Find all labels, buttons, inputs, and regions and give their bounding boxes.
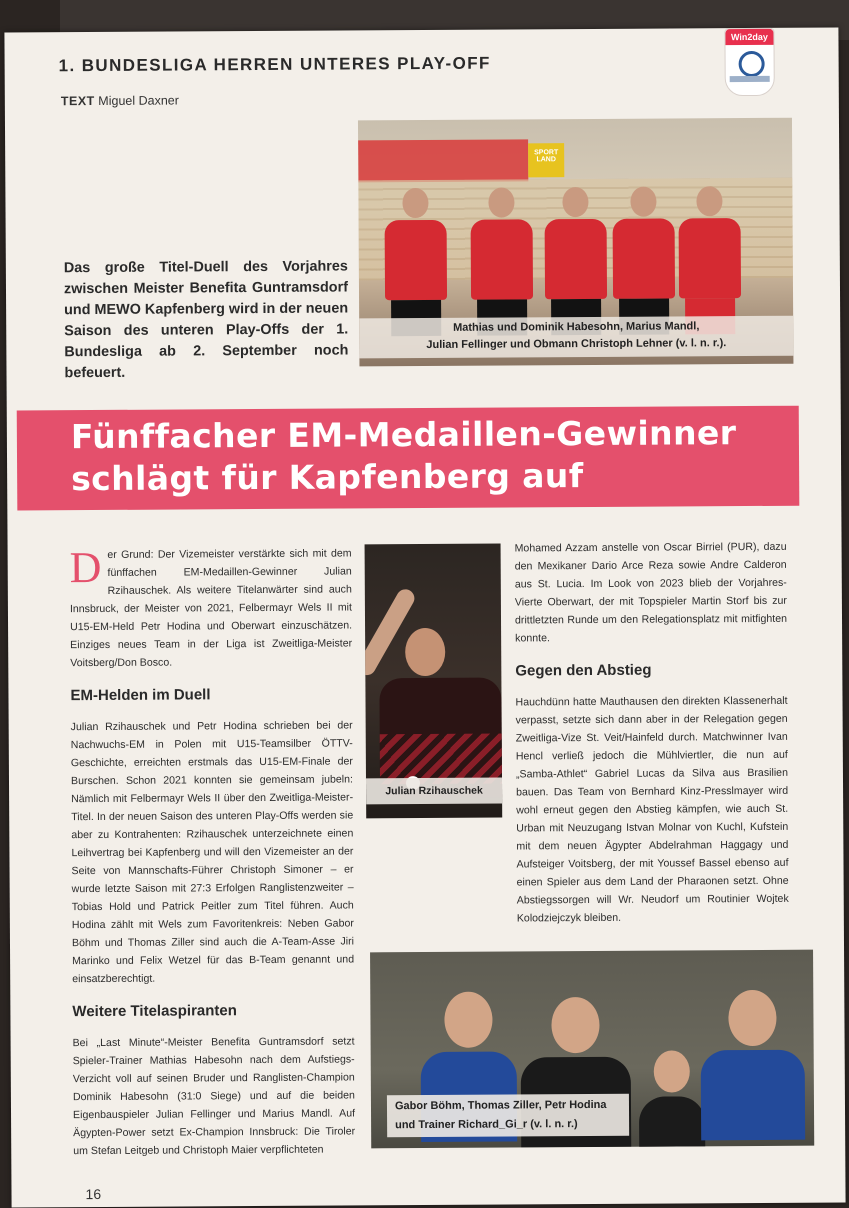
photo-head [405,628,445,676]
article-column-left [70,544,356,1160]
section-heading: 1. BUNDESLIGA HERREN UNTERES PLAY-OFF [58,53,491,76]
article-title [71,412,737,500]
caption-line: Gabor Böhm, Thomas Ziller, Petr Hodina [394,1098,607,1113]
photo-sign: SPORT LAND [528,143,564,177]
win2day-logo [724,28,774,96]
subheading: EM-Helden im Duell [70,686,211,705]
title-line-2: schlägt für Kapfenberg auf [71,456,584,499]
paragraph: Bei „Last Minute“-Meister Benefita Guntramsdorf setzt Spieler-Trainer Mathias Habesohn nach dem Aufstiegs-Verzicht voll auf seinen Bruder und Ranglisten-Champion Dominik Habesohn (31:0 Siege) und auf die beiden Eigenbauspieler Julian Fellinger und Marius Mandl. Auf Ägypten-Power setzt Ex-Champion Innsbruck: Die Tiroler um Stefan Leitgeb und Christoph Maier verpflichteten [72,1035,356,1158]
player-figure [384,188,447,336]
title-line-1: Fünffacher EM-Medaillen-Gewinner [70,413,737,457]
wels-team-photo [370,950,814,1149]
logo-subtext [730,76,770,82]
paragraph: Der Grund: Der Vizemeister verstärkte sich mit dem fünffachen EM-Medaillen-Gewinner Julian Rzihauschek. Als weitere Titelanwärter sind auch Innsbruck, der Meister von 2021, Felbermayr Wels II mit U15-EM-Held Petr Hodina und Oberwart einzuschätzen. Einziges neues Team in der Liga ist Zweitliga-Meister Voitsberg/Don Bosco. [69,542,353,670]
paragraph: Hauchdünn hatte Mauthausen den direkten Klassenerhalt verpasst, setzte sich dann aber in der Relegation gegen Zweitliga-Vize St. Veit/Hainfeld durch. Matchwinner Ivan Hencl verließ jedoch die Mühlviertler, die nun auf „Samba-Athlet“ Gabriel Lucas da Silva aus Brasilien bauen. Das Team von Bernhard Kinz-Presslmayer wird wohl erneut gegen den Abstieg kämpfen, wie auch St. Urban mit Neuzugang Istvan Molnar von Kuchl, Kufstein mit dem neuen Ägypter Abdelrahman Haggagy und Aufsteiger Voitsberg, der mit Youssef Bassel ebenso auf einen Spieler aus dem Land der Pharaonen setzt. Ohne Abstiegssorgen will Wr. Neudorf um Routinier Wojtek Kolodziejczyk bleiben. [515,694,789,925]
intro-text: Das große Titel-Duell des Vorjahres zwischen Meister Benefita Guntramsdorf und MEWO Kapfenberg wird in der neuen Saison des unteren Play-Offs der 1. Bundesliga ab 2. September noch befeuert. [63,258,349,382]
caption-line: Julian Fellinger und Obmann Christoph Lehner (v. l. n. r.). [426,337,727,351]
magazine-page [4,27,845,1207]
byline-author: Miguel Daxner [98,93,179,108]
player-figure [544,187,607,335]
paragraph: Mohamed Azzam anstelle von Oscar Birriel (PUR), dazu den Mexikaner Dario Arce Reza sowie Andre Calderon aus St. Lucia. Im Look von 2023 blieb der Vorjahres-Vierte Oberwart, der mit Topspieler Martin Storf bis zur drittletzten Runde um den Relegationsplatz mit mitfighten konnte. [514,540,788,645]
byline-label: TEXT [60,94,95,109]
article-column-right [515,538,789,928]
paragraph: Julian Rzihauschek und Petr Hodina schrieben bei der Nachwuchs-EM in Polen mit U15-Teamsilber ÖTTV-Geschichte, erreichten erstmals das U15-EM-Finale der Burschen. Schon 2021 konnten sie gemeinsam jubeln: Nämlich mit Felbermayr Wels II über den Zweitliga-Meister-Titel. In der neuen Saison des unteren Play-Offs werden sie aber zu Kontrahenten: Rzihauschek unterzeichnete einen Leihvertrag bei Kapfenberg und will den Vizemeister an der Seite von Mannschafts-Führer Christoph Simoner – er wurde letzte Saison mit 27:3 Erfolgen Ranglistenzweiter – Tobias Hold und Patrick Peitler zum Titel führen. Auch Hodina zählt mit Wels zum Favoritenkreis: Neben Gabor Böhm und Thomas Ziller sind auch die A-Team-Asse Jiri Marinko und Felix Wetzel für das B-Team genannt und einsatzberechtigt. [70,719,355,986]
caption-line: Mathias und Dominik Habesohn, Marius Mandl, [453,320,700,334]
player-figure [470,187,533,335]
drop-cap: D [69,542,102,593]
player-figure [678,186,741,334]
page-number: 16 [85,1185,102,1203]
player-photo [365,544,503,819]
subheading: Gegen den Abstieg [515,661,652,680]
logo-ring-icon [739,51,765,77]
player-photo-caption: Julian Rzihauschek [366,778,502,805]
team-photo [358,118,793,367]
photo-banner [358,139,528,182]
subheading: Weitere Titelaspiranten [72,1002,237,1021]
person-figure [639,1050,706,1148]
article-title-bar [17,406,800,511]
logo-text: Win2day [725,29,773,45]
byline [61,93,179,108]
team-photo-caption [359,316,793,359]
wels-photo-caption [387,1094,629,1137]
player-figure [612,186,675,334]
caption-line: und Trainer Richard_Gi_r (v. l. n. r.) [395,1118,578,1132]
person-figure [700,990,805,1141]
